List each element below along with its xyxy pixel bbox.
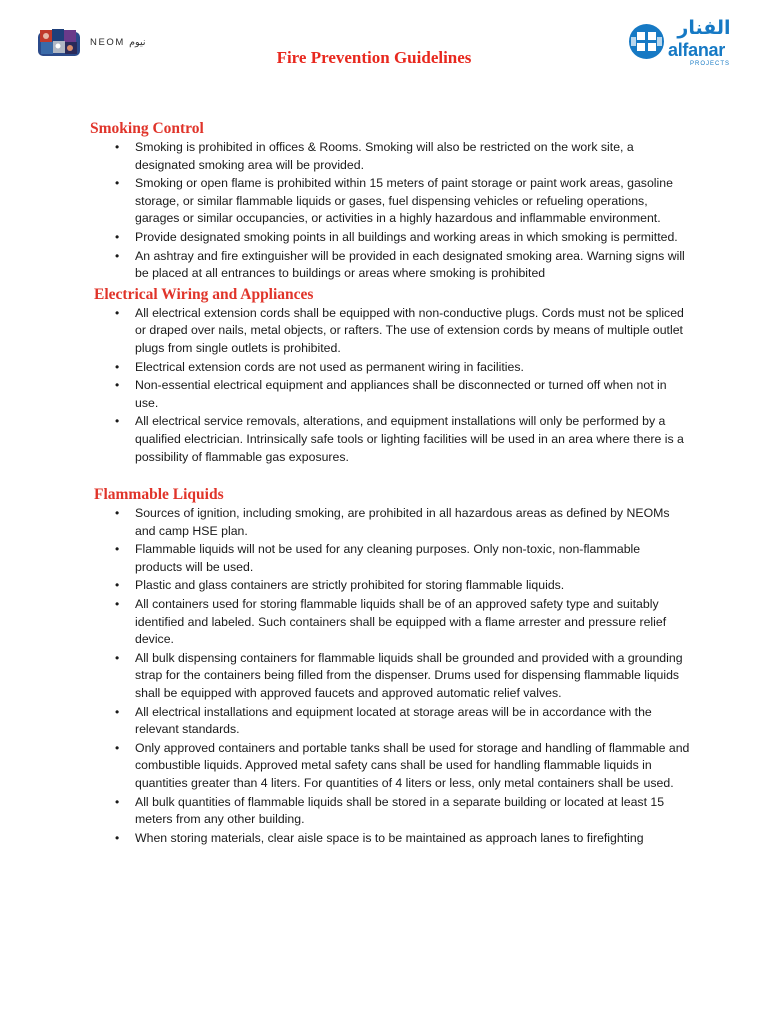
flammable-list xyxy=(90,505,690,847)
list-item: • Only approved containers and portable tanks shall be used for storage and handling of flammable and combustible liquids. Approved metal safety cans shall be used for handling flammable liquids in quantities greater than 4 liters. For quantities of 4 liters or less, only metal containers shall be used. xyxy=(90,740,690,793)
page-title: Fire Prevention Guidelines xyxy=(276,48,472,67)
list-item: • All bulk quantities of flammable liquids shall be stored in a separate building or located at least 15 meters from any other building. xyxy=(90,794,690,829)
list-item: • Provide designated smoking points in all buildings and working areas in which smoking is permitted. xyxy=(90,229,690,247)
list-item: • All containers used for storing flammable liquids shall be of an approved safety type and suitably identified and labeled. Such containers shall be equipped with a flame arrester and pressure relief device. xyxy=(90,596,690,649)
section-heading-electrical: Electrical Wiring and Appliances xyxy=(94,285,314,303)
section-heading-flammable: Flammable Liquids xyxy=(94,486,224,504)
list-item: • Plastic and glass containers are strictly prohibited for storing flammable liquids. xyxy=(90,577,690,595)
list-item: • All electrical installations and equipment located at storage areas will be in accordance with the relevant standards. xyxy=(90,704,690,739)
list-item: • When storing materials, clear aisle space is to be maintained as approach lanes to firefighting xyxy=(90,830,690,848)
alfanar-name: alfanar xyxy=(668,40,725,60)
list-item: • All electrical extension cords shall be equipped with non-conductive plugs. Cords must not be spliced or draped over nails, metal objects, or rafters. The use of extension cords by means of multiple outlet plugs from single outlets is prohibited. xyxy=(90,305,690,358)
alfanar-arabic: الفنار xyxy=(677,17,731,39)
list-item: • Flammable liquids will not be used for any cleaning purposes. Only non-toxic, non-flammable products will be used. xyxy=(90,541,690,576)
list-item: • Smoking or open flame is prohibited within 15 meters of paint storage or paint work areas, gasoline storage, or similar flammable liquids or gases, fuel dispensing vehicles or refueling operations, garages or similar occupancies, or activities in a highly hazardous and inflammable environment. xyxy=(90,175,690,228)
alfanar-projects: PROJECTS xyxy=(690,61,731,67)
section-heading-smoking: Smoking Control xyxy=(90,120,204,137)
list-item: • An ashtray and fire extinguisher will be provided in each designated smoking area. Warning signs will be placed at all entrances to buildings or areas where smoking is prohibited xyxy=(90,248,690,283)
electrical-list xyxy=(90,305,690,466)
list-item: • Electrical extension cords are not used as permanent wiring in facilities. xyxy=(90,359,690,377)
document-body xyxy=(90,119,690,848)
list-item: • Non-essential electrical equipment and appliances shall be disconnected or turned off when not in use. xyxy=(90,377,690,412)
list-item: • Sources of ignition, including smoking, are prohibited in all hazardous areas as defined by NEOMs and camp HSE plan. xyxy=(90,505,690,540)
list-item: • All electrical service removals, alterations, and equipment installations will only be performed by a qualified electrician. Intrinsically safe tools or lighting facilities will be used in an area where there is a possibility of flammable gas exposures. xyxy=(90,413,690,466)
smoking-list xyxy=(90,139,690,283)
list-item: • Smoking is prohibited in offices & Rooms. Smoking will also be restricted on the work site, a designated smoking area will be provided. xyxy=(90,139,690,174)
list-item: • All bulk dispensing containers for flammable liquids shall be grounded and provided with a grounding strap for the containers being filled from the dispenser. Drums used for dispensing flammable liquids shall be equipped with approved faucets and approved automatic relief valves. xyxy=(90,650,690,703)
neom-wordmark: NEOM نيوم xyxy=(90,37,146,48)
